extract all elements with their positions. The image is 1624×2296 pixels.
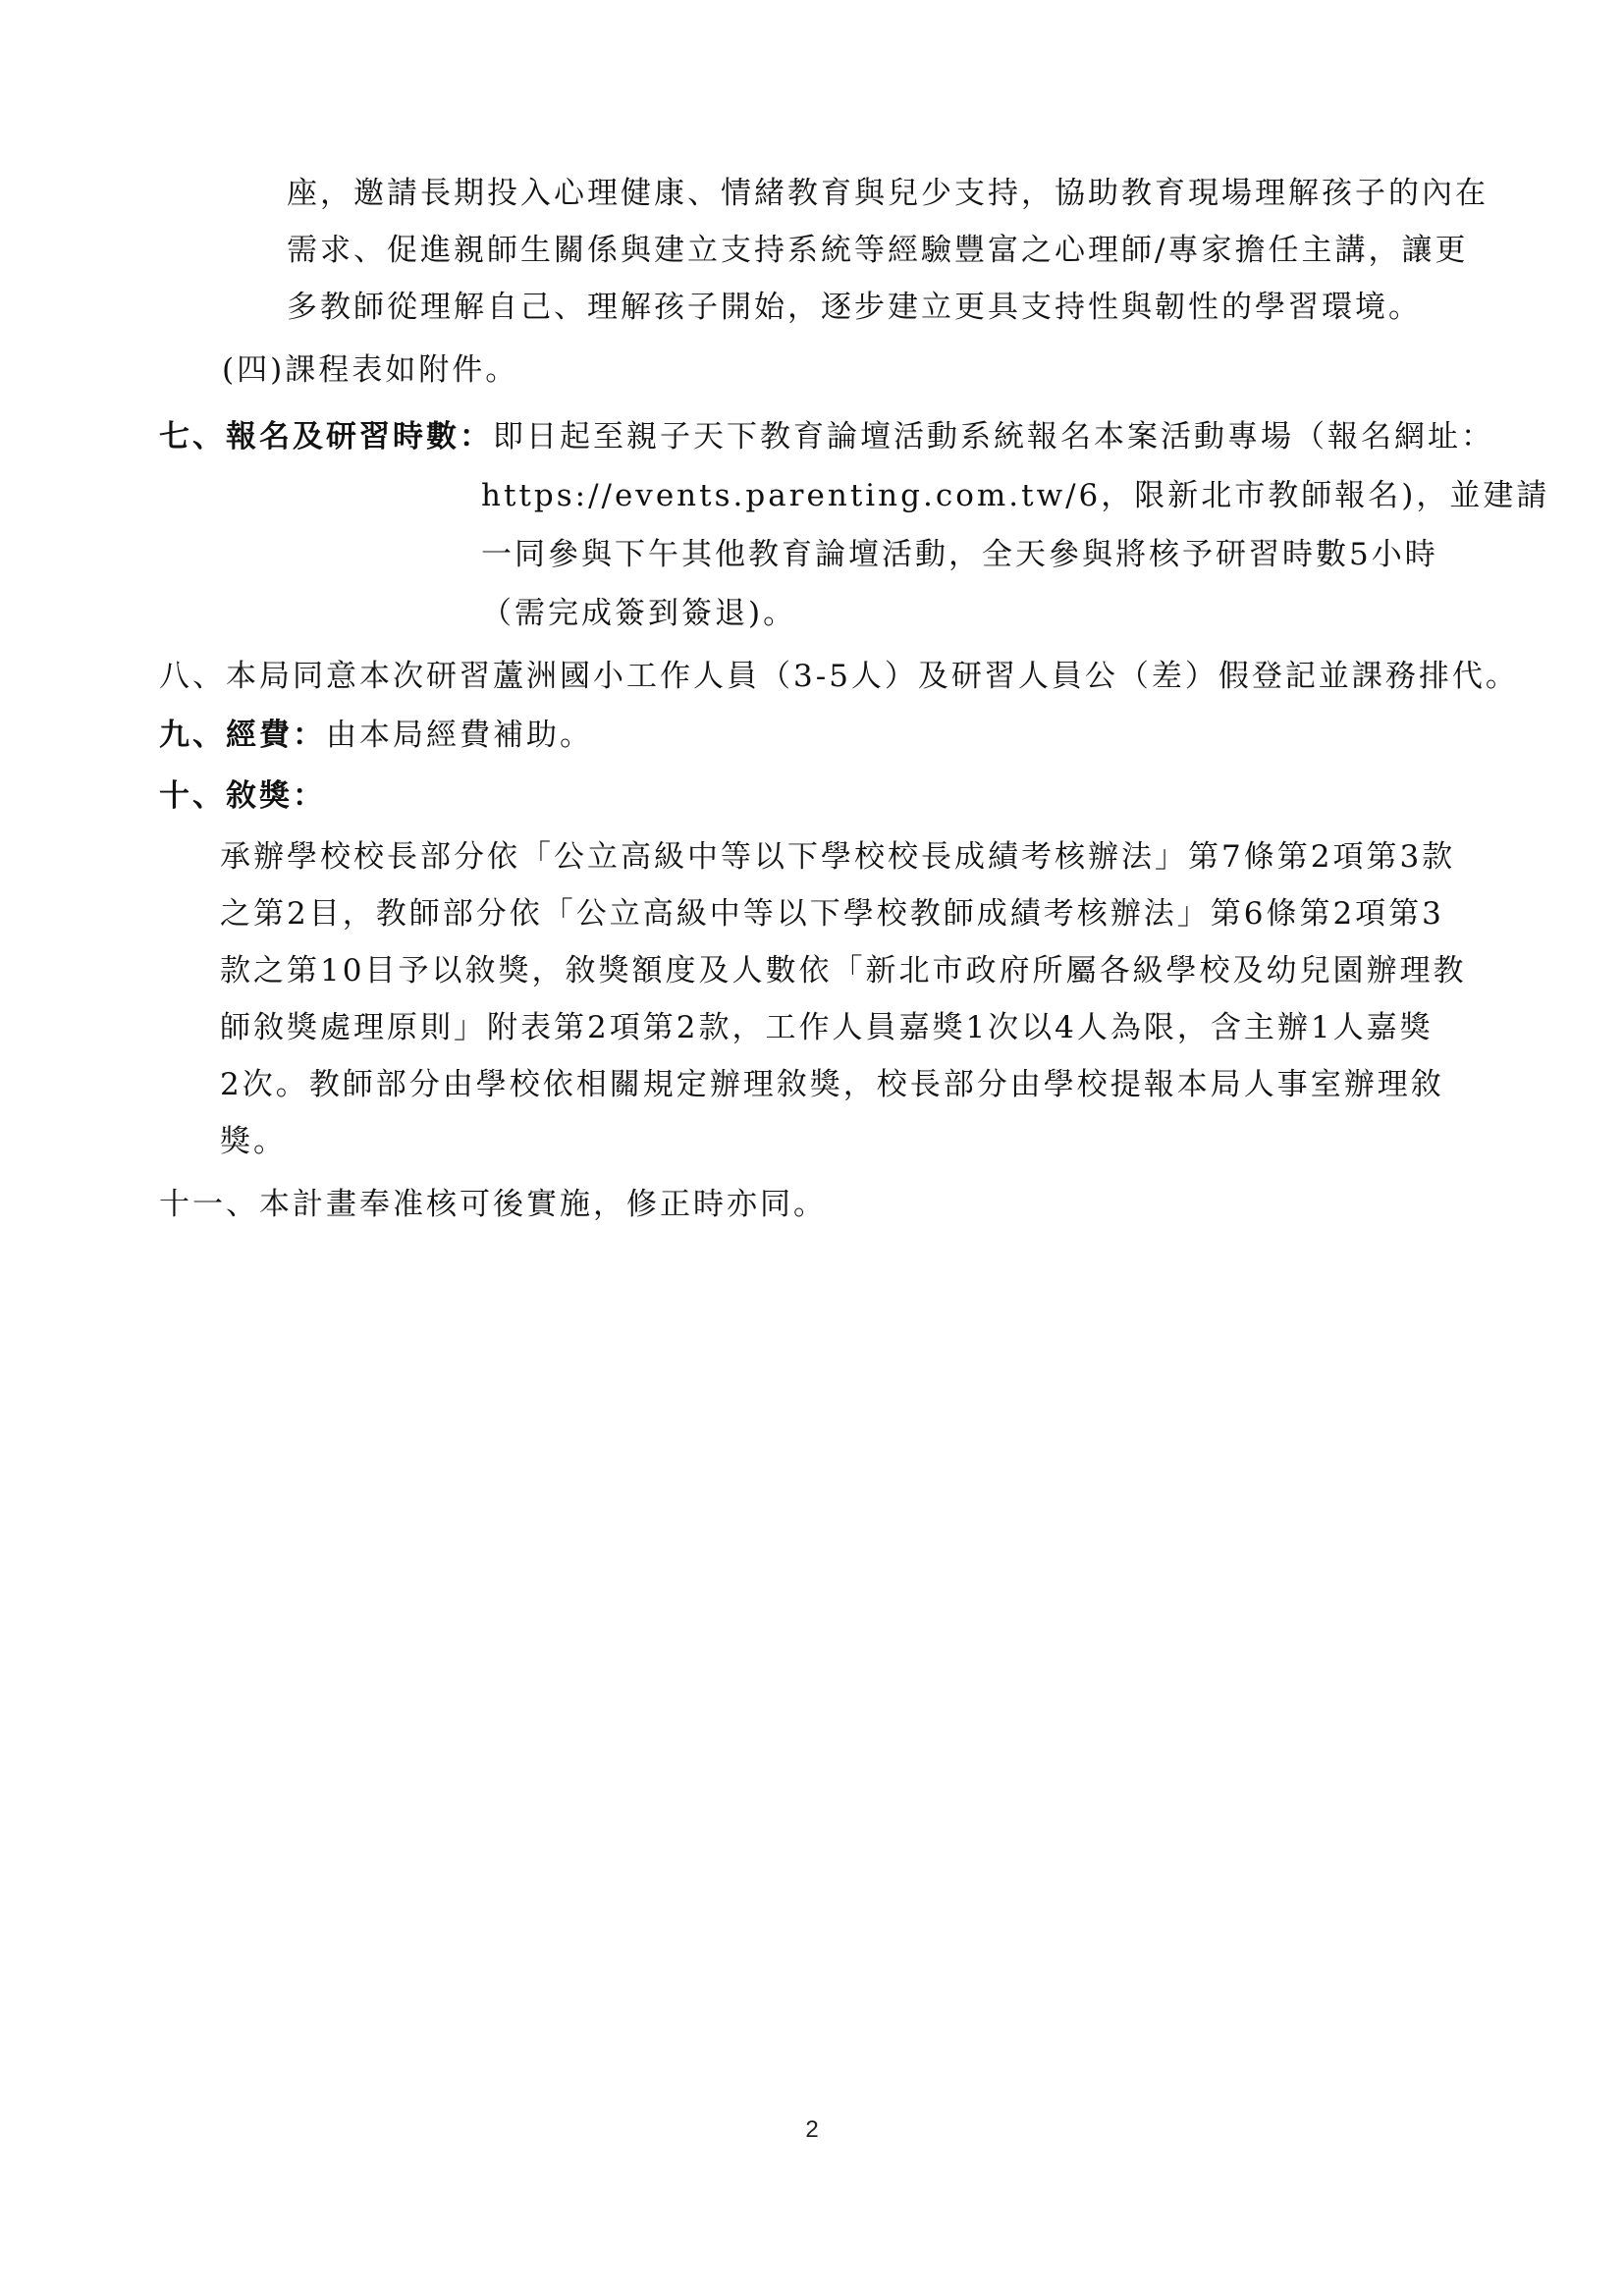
paragraph-line: https://events.parenting.com.tw/6，限新北市教師報名)，並建請 xyxy=(481,478,1550,513)
paragraph-line: 獎。 xyxy=(220,1124,287,1159)
paragraph-line: （需完成簽到簽退)。 xyxy=(481,596,797,631)
section-7-text: 即日起至親子天下教育論壇活動系統報名本案活動專場（報名網址： xyxy=(493,419,1494,454)
section-7-heading-line xyxy=(159,416,1494,457)
list-item: (四)課程表如附件。 xyxy=(222,352,519,388)
section-10-heading: 十、敘獎： xyxy=(159,778,326,814)
section-11-text: 十一、本計畫奉准核可後實施，修正時亦同。 xyxy=(159,1187,827,1222)
paragraph-line: 款之第10目予以敘獎，敘獎額度及人數依「新北市政府所屬各級學校及幼兒園辦理教 xyxy=(220,953,1467,988)
paragraph-line: 承辦學校校長部分依「公立高級中等以下學校校長成績考核辦法」第7條第2項第3款 xyxy=(220,839,1456,875)
paragraph-line: 師敘獎處理原則」附表第2項第2款，工作人員嘉獎1次以4人為限，含主辦1人嘉獎 xyxy=(220,1010,1434,1045)
paragraph-line: 2次。教師部分由學校依相關規定辦理敘獎，校長部分由學校提報本局人事室辦理敘 xyxy=(220,1067,1444,1102)
section-7-heading: 七、報名及研習時數： xyxy=(159,419,493,454)
section-8-text: 八、本局同意本次研習蘆洲國小工作人員（3-5人）及研習人員公（差）假登記並課務排代。 xyxy=(159,659,1519,694)
paragraph-line: 一同參與下午其他教育論壇活動，全天參與將核予研習時數5小時 xyxy=(481,537,1438,572)
paragraph-line: 多教師從理解自己、理解孩子開始，逐步建立更具支持性與韌性的學習環境。 xyxy=(287,290,1422,325)
paragraph-line: 需求、促進親師生關係與建立支持系統等經驗豐富之心理師/專家擔任主講，讓更 xyxy=(287,233,1469,268)
page-number: 2 xyxy=(805,2116,819,2143)
section-9-line xyxy=(159,715,593,756)
paragraph-line: 座，邀請長期投入心理健康、情緒教育與兒少支持，協助教育現場理解孩子的內在 xyxy=(287,176,1489,211)
paragraph-line: 之第2目，教師部分依「公立高級中等以下學校教師成績考核辦法」第6條第2項第3 xyxy=(220,896,1444,932)
section-9-text: 由本局經費補助。 xyxy=(326,718,593,753)
section-9-heading: 九、經費： xyxy=(159,718,326,753)
